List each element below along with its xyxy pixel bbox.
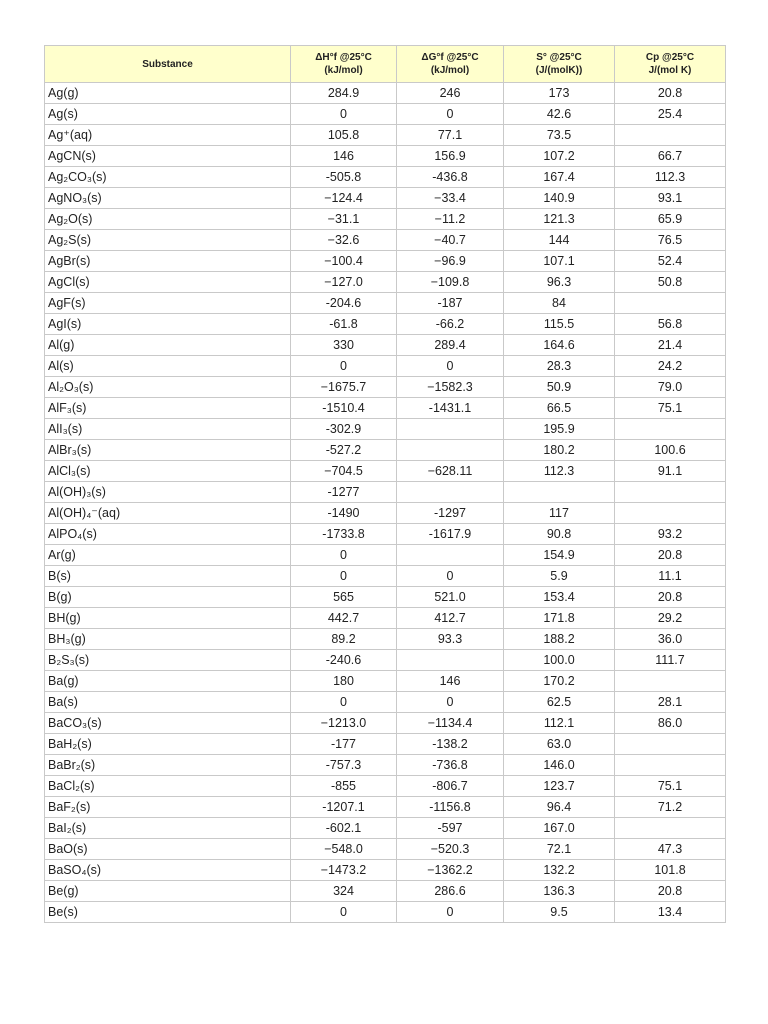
cell-gibbs: 0: [397, 692, 504, 713]
cell-gibbs: -597: [397, 818, 504, 839]
cell-substance: BH(g): [45, 608, 291, 629]
table-row: [45, 104, 726, 125]
cell-gibbs: 77.1: [397, 125, 504, 146]
cell-gibbs: 0: [397, 566, 504, 587]
cell-heat-capacity: [615, 671, 726, 692]
cell-substance: Ag₂O(s): [45, 209, 291, 230]
cell-gibbs: −628.11: [397, 461, 504, 482]
cell-substance: AlF₃(s): [45, 398, 291, 419]
table-row: [45, 818, 726, 839]
cell-gibbs: -187: [397, 293, 504, 314]
table-row: [45, 230, 726, 251]
cell-heat-capacity: 20.8: [615, 587, 726, 608]
cell-enthalpy: -1277: [291, 482, 397, 503]
cell-entropy: 96.4: [504, 797, 615, 818]
cell-substance: Al₂O₃(s): [45, 377, 291, 398]
cell-enthalpy: -505.8: [291, 167, 397, 188]
cell-substance: BaCl₂(s): [45, 776, 291, 797]
cell-gibbs: -1431.1: [397, 398, 504, 419]
table-header-row: [45, 46, 726, 83]
cell-entropy: 90.8: [504, 524, 615, 545]
cell-entropy: 140.9: [504, 188, 615, 209]
cell-substance: Al(s): [45, 356, 291, 377]
cell-enthalpy: -757.3: [291, 755, 397, 776]
cell-gibbs: −520.3: [397, 839, 504, 860]
thermo-data-table: [44, 45, 726, 923]
table-row: [45, 776, 726, 797]
cell-gibbs: 0: [397, 902, 504, 923]
cell-gibbs: 0: [397, 104, 504, 125]
table-row: [45, 839, 726, 860]
table-row: [45, 755, 726, 776]
cell-substance: Al(g): [45, 335, 291, 356]
cell-heat-capacity: 29.2: [615, 608, 726, 629]
cell-entropy: [504, 482, 615, 503]
cell-substance: AgBr(s): [45, 251, 291, 272]
cell-heat-capacity: 47.3: [615, 839, 726, 860]
cell-entropy: 167.0: [504, 818, 615, 839]
cell-substance: AlCl₃(s): [45, 461, 291, 482]
cell-enthalpy: 146: [291, 146, 397, 167]
cell-gibbs: −1362.2: [397, 860, 504, 881]
cell-entropy: 180.2: [504, 440, 615, 461]
cell-enthalpy: -527.2: [291, 440, 397, 461]
cell-entropy: 173: [504, 83, 615, 104]
cell-substance: BaF₂(s): [45, 797, 291, 818]
cell-substance: BaH₂(s): [45, 734, 291, 755]
table-row: [45, 461, 726, 482]
table-row: [45, 713, 726, 734]
cell-entropy: 100.0: [504, 650, 615, 671]
table-row: [45, 209, 726, 230]
table-row: [45, 503, 726, 524]
cell-gibbs: −1582.3: [397, 377, 504, 398]
header-heat-capacity: [615, 46, 726, 83]
table-row: [45, 650, 726, 671]
cell-entropy: 195.9: [504, 419, 615, 440]
cell-entropy: 154.9: [504, 545, 615, 566]
table-row: [45, 734, 726, 755]
table-row: [45, 524, 726, 545]
cell-entropy: 167.4: [504, 167, 615, 188]
cell-entropy: 146.0: [504, 755, 615, 776]
cell-enthalpy: 0: [291, 104, 397, 125]
cell-enthalpy: -204.6: [291, 293, 397, 314]
cell-substance: AgNO₃(s): [45, 188, 291, 209]
cell-enthalpy: −31.1: [291, 209, 397, 230]
cell-enthalpy: −548.0: [291, 839, 397, 860]
cell-gibbs: [397, 419, 504, 440]
cell-enthalpy: -1733.8: [291, 524, 397, 545]
cell-heat-capacity: [615, 293, 726, 314]
cell-entropy: 96.3: [504, 272, 615, 293]
cell-heat-capacity: 76.5: [615, 230, 726, 251]
header-entropy-line2: (J/(molK)): [535, 65, 583, 76]
cell-entropy: 62.5: [504, 692, 615, 713]
cell-enthalpy: -302.9: [291, 419, 397, 440]
header-entropy-line1: S° @25°C: [536, 52, 582, 63]
cell-substance: AlBr₃(s): [45, 440, 291, 461]
table-row: [45, 881, 726, 902]
header-substance-line1: Substance: [142, 58, 193, 70]
table-row: [45, 356, 726, 377]
cell-substance: B₂S₃(s): [45, 650, 291, 671]
cell-heat-capacity: 20.8: [615, 545, 726, 566]
cell-substance: AlI₃(s): [45, 419, 291, 440]
cell-gibbs: 286.6: [397, 881, 504, 902]
cell-substance: AgF(s): [45, 293, 291, 314]
cell-enthalpy: −1213.0: [291, 713, 397, 734]
cell-entropy: 107.2: [504, 146, 615, 167]
cell-substance: Ba(g): [45, 671, 291, 692]
table-row: [45, 566, 726, 587]
cell-enthalpy: 284.9: [291, 83, 397, 104]
cell-substance: AlPO₄(s): [45, 524, 291, 545]
cell-gibbs: 412.7: [397, 608, 504, 629]
table-row: [45, 83, 726, 104]
table-row: [45, 797, 726, 818]
cell-heat-capacity: 20.8: [615, 881, 726, 902]
cell-substance: AgCN(s): [45, 146, 291, 167]
cell-entropy: 153.4: [504, 587, 615, 608]
cell-heat-capacity: [615, 482, 726, 503]
cell-substance: Ba(s): [45, 692, 291, 713]
cell-substance: Ag₂CO₃(s): [45, 167, 291, 188]
cell-heat-capacity: 71.2: [615, 797, 726, 818]
cell-entropy: 170.2: [504, 671, 615, 692]
cell-enthalpy: 0: [291, 902, 397, 923]
cell-heat-capacity: [615, 419, 726, 440]
table-row: [45, 146, 726, 167]
cell-enthalpy: -61.8: [291, 314, 397, 335]
cell-enthalpy: −1675.7: [291, 377, 397, 398]
table-row: [45, 377, 726, 398]
cell-enthalpy: 442.7: [291, 608, 397, 629]
cell-substance: Ag₂S(s): [45, 230, 291, 251]
cell-entropy: 164.6: [504, 335, 615, 356]
cell-enthalpy: 0: [291, 566, 397, 587]
cell-gibbs: 146: [397, 671, 504, 692]
header-gibbs: [397, 46, 504, 83]
header-enthalpy-line1: ΔH°f @25°C: [315, 52, 372, 63]
header-entropy: [504, 46, 615, 83]
cell-heat-capacity: 24.2: [615, 356, 726, 377]
cell-gibbs: -806.7: [397, 776, 504, 797]
cell-entropy: 171.8: [504, 608, 615, 629]
cell-entropy: 132.2: [504, 860, 615, 881]
cell-substance: AgCl(s): [45, 272, 291, 293]
cell-enthalpy: −32.6: [291, 230, 397, 251]
cell-heat-capacity: [615, 755, 726, 776]
table-row: [45, 587, 726, 608]
cell-substance: Be(s): [45, 902, 291, 923]
cell-entropy: 144: [504, 230, 615, 251]
cell-enthalpy: 89.2: [291, 629, 397, 650]
cell-enthalpy: -1490: [291, 503, 397, 524]
cell-substance: BaCO₃(s): [45, 713, 291, 734]
cell-gibbs: 246: [397, 83, 504, 104]
table-row: [45, 293, 726, 314]
cell-heat-capacity: 112.3: [615, 167, 726, 188]
cell-heat-capacity: 25.4: [615, 104, 726, 125]
table-row: [45, 335, 726, 356]
cell-enthalpy: -1510.4: [291, 398, 397, 419]
cell-enthalpy: 0: [291, 356, 397, 377]
cell-heat-capacity: 21.4: [615, 335, 726, 356]
cell-substance: Al(OH)₃(s): [45, 482, 291, 503]
cell-heat-capacity: 56.8: [615, 314, 726, 335]
cell-gibbs: 93.3: [397, 629, 504, 650]
table-row: [45, 860, 726, 881]
cell-entropy: 117: [504, 503, 615, 524]
cell-entropy: 63.0: [504, 734, 615, 755]
cell-heat-capacity: 36.0: [615, 629, 726, 650]
cell-substance: Ag⁺(aq): [45, 125, 291, 146]
table-row: [45, 482, 726, 503]
table-row: [45, 692, 726, 713]
table-body: [45, 83, 726, 923]
cell-gibbs: -1297: [397, 503, 504, 524]
cell-entropy: 5.9: [504, 566, 615, 587]
table-row: [45, 251, 726, 272]
cell-substance: BaI₂(s): [45, 818, 291, 839]
table-row: [45, 545, 726, 566]
cell-gibbs: −40.7: [397, 230, 504, 251]
cell-heat-capacity: 79.0: [615, 377, 726, 398]
cell-heat-capacity: 111.7: [615, 650, 726, 671]
cell-enthalpy: 330: [291, 335, 397, 356]
cell-entropy: 136.3: [504, 881, 615, 902]
cell-heat-capacity: [615, 818, 726, 839]
cell-substance: B(g): [45, 587, 291, 608]
cell-entropy: 73.5: [504, 125, 615, 146]
header-enthalpy-line2: (kJ/mol): [324, 65, 363, 76]
cell-gibbs: −96.9: [397, 251, 504, 272]
cell-substance: BaSO₄(s): [45, 860, 291, 881]
cell-heat-capacity: 28.1: [615, 692, 726, 713]
cell-gibbs: [397, 440, 504, 461]
cell-enthalpy: −704.5: [291, 461, 397, 482]
cell-heat-capacity: 75.1: [615, 398, 726, 419]
cell-entropy: 112.1: [504, 713, 615, 734]
cell-enthalpy: -1207.1: [291, 797, 397, 818]
cell-substance: Be(g): [45, 881, 291, 902]
cell-heat-capacity: [615, 125, 726, 146]
cell-heat-capacity: 93.2: [615, 524, 726, 545]
cell-entropy: 123.7: [504, 776, 615, 797]
cell-enthalpy: 180: [291, 671, 397, 692]
cell-heat-capacity: 20.8: [615, 83, 726, 104]
header-heat-capacity-line2: J/(mol K): [648, 65, 692, 76]
cell-gibbs: −109.8: [397, 272, 504, 293]
cell-heat-capacity: 11.1: [615, 566, 726, 587]
cell-gibbs: -436.8: [397, 167, 504, 188]
cell-entropy: 188.2: [504, 629, 615, 650]
cell-heat-capacity: 86.0: [615, 713, 726, 734]
table-row: [45, 272, 726, 293]
cell-enthalpy: -240.6: [291, 650, 397, 671]
cell-heat-capacity: 52.4: [615, 251, 726, 272]
cell-entropy: 42.6: [504, 104, 615, 125]
cell-gibbs: 0: [397, 356, 504, 377]
cell-enthalpy: −1473.2: [291, 860, 397, 881]
cell-enthalpy: 105.8: [291, 125, 397, 146]
cell-gibbs: -138.2: [397, 734, 504, 755]
cell-entropy: 112.3: [504, 461, 615, 482]
cell-entropy: 50.9: [504, 377, 615, 398]
cell-gibbs: -66.2: [397, 314, 504, 335]
cell-heat-capacity: 100.6: [615, 440, 726, 461]
table-row: [45, 440, 726, 461]
table-row: [45, 398, 726, 419]
cell-enthalpy: 324: [291, 881, 397, 902]
cell-heat-capacity: 13.4: [615, 902, 726, 923]
table-row: [45, 629, 726, 650]
cell-entropy: 121.3: [504, 209, 615, 230]
cell-entropy: 107.1: [504, 251, 615, 272]
cell-gibbs: [397, 650, 504, 671]
table-row: [45, 608, 726, 629]
cell-gibbs: −33.4: [397, 188, 504, 209]
cell-enthalpy: 0: [291, 545, 397, 566]
header-enthalpy: [291, 46, 397, 83]
cell-substance: Al(OH)₄⁻(aq): [45, 503, 291, 524]
cell-heat-capacity: 66.7: [615, 146, 726, 167]
cell-gibbs: 289.4: [397, 335, 504, 356]
header-gibbs-line1: ΔG°f @25°C: [421, 52, 479, 63]
cell-enthalpy: -602.1: [291, 818, 397, 839]
cell-substance: BH₃(g): [45, 629, 291, 650]
table-row: [45, 125, 726, 146]
cell-entropy: 9.5: [504, 902, 615, 923]
cell-heat-capacity: 75.1: [615, 776, 726, 797]
table-row: [45, 314, 726, 335]
cell-heat-capacity: 65.9: [615, 209, 726, 230]
cell-substance: Ar(g): [45, 545, 291, 566]
cell-entropy: 28.3: [504, 356, 615, 377]
cell-heat-capacity: [615, 503, 726, 524]
cell-enthalpy: -855: [291, 776, 397, 797]
header-substance: [45, 46, 291, 83]
header-gibbs-line2: (kJ/mol): [430, 65, 470, 76]
table-row: [45, 671, 726, 692]
thermo-data-table-container: [44, 45, 725, 923]
cell-enthalpy: -177: [291, 734, 397, 755]
cell-gibbs: [397, 545, 504, 566]
cell-heat-capacity: 93.1: [615, 188, 726, 209]
cell-heat-capacity: 91.1: [615, 461, 726, 482]
cell-entropy: 84: [504, 293, 615, 314]
header-heat-capacity-line1: Cp @25°C: [645, 52, 695, 63]
cell-enthalpy: −100.4: [291, 251, 397, 272]
cell-substance: Ag(s): [45, 104, 291, 125]
cell-gibbs: [397, 482, 504, 503]
cell-substance: Ag(g): [45, 83, 291, 104]
cell-enthalpy: 0: [291, 692, 397, 713]
cell-entropy: 66.5: [504, 398, 615, 419]
cell-heat-capacity: 101.8: [615, 860, 726, 881]
cell-entropy: 115.5: [504, 314, 615, 335]
cell-enthalpy: 565: [291, 587, 397, 608]
cell-heat-capacity: [615, 734, 726, 755]
cell-substance: AgI(s): [45, 314, 291, 335]
table-row: [45, 167, 726, 188]
cell-gibbs: -1617.9: [397, 524, 504, 545]
table-row: [45, 419, 726, 440]
cell-enthalpy: −124.4: [291, 188, 397, 209]
cell-gibbs: −11.2: [397, 209, 504, 230]
cell-substance: BaO(s): [45, 839, 291, 860]
cell-gibbs: 156.9: [397, 146, 504, 167]
cell-gibbs: -1156.8: [397, 797, 504, 818]
cell-gibbs: −1134.4: [397, 713, 504, 734]
cell-substance: BaBr₂(s): [45, 755, 291, 776]
cell-gibbs: -736.8: [397, 755, 504, 776]
cell-heat-capacity: 50.8: [615, 272, 726, 293]
cell-gibbs: 521.0: [397, 587, 504, 608]
table-row: [45, 188, 726, 209]
table-row: [45, 902, 726, 923]
cell-substance: B(s): [45, 566, 291, 587]
cell-enthalpy: −127.0: [291, 272, 397, 293]
cell-entropy: 72.1: [504, 839, 615, 860]
